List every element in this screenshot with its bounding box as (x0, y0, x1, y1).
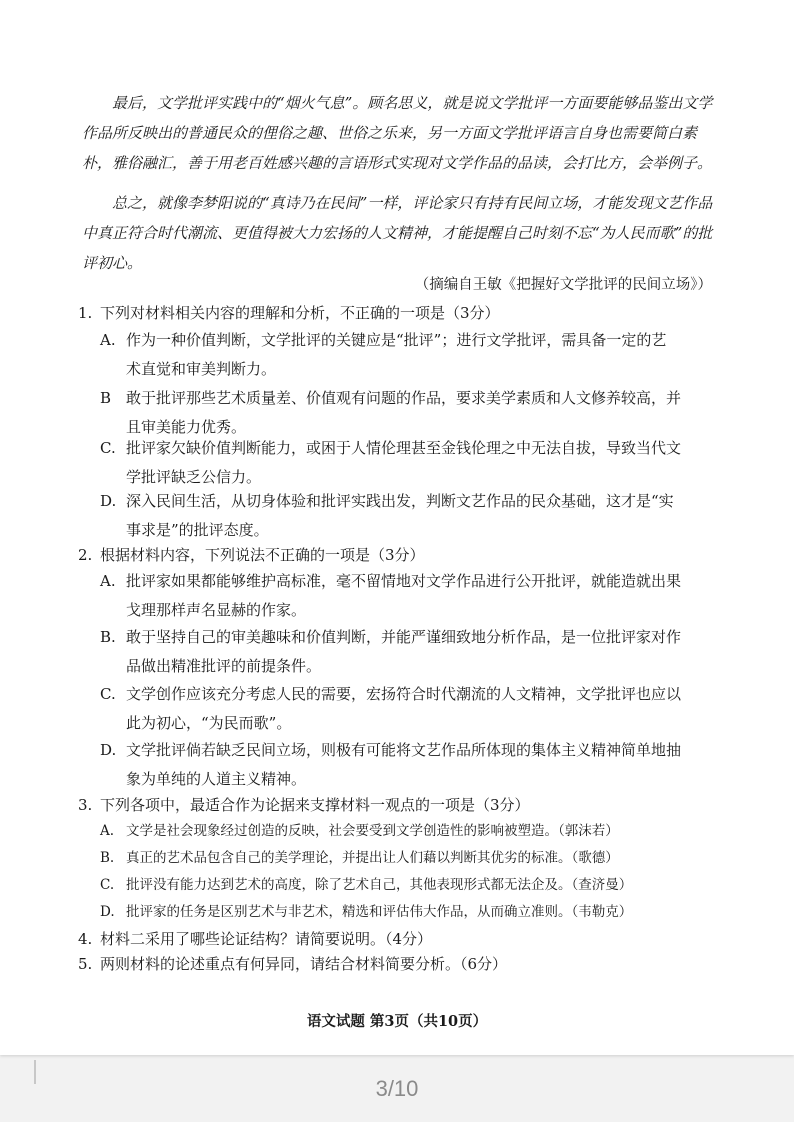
paragraph-2: 总之，就像李梦阳说的“真诗乃在民间”一样，评论家只有持有民间立场，才能发现文艺作品中真正符合时代潮流、更值得被大力宏扬的人文精神，才能提醒自己时刻不忘“为人民而歌”的批评初心。 (82, 194, 713, 272)
source-citation: （摘编自王敏《把握好文学批评的民间立场》） (414, 277, 712, 293)
q1-option-c: C. 批评家欠缺价值判断能力，或困于人情伦理甚至金钱伦理之中无法自拔，导致当代文 学批评缺乏公信力。 (100, 439, 682, 486)
question-1: 1. 下列对材料相关内容的理解和分析，不正确的一项是（3分） (78, 304, 500, 322)
paragraph-1: 最后，文学批评实践中的“烟火气息”。顾名思义，就是说文学批评一方面要能够品鉴出文学作品所反映出的普通民众的俚俗之趣、世俗之乐来，另一方面文学批评语言自身也需要简白素朴，雅俗融汇，善于用老百姓感兴趣的言语形式实现对文学作品的品读，会打比方，会举例子。 (82, 94, 713, 172)
q3-option-d: D. 批评家的任务是区别艺术与非艺术，精选和评估伟大作品，从而确立准则。（韦勒克） (100, 904, 633, 920)
page-indicator: 3/10 (375, 1076, 419, 1101)
q3-option-c: C. 批评没有能力达到艺术的高度，除了艺术自己，其他表现形式都无法企及。（查济曼） (100, 877, 633, 893)
q1-option-a: A. 作为一种价值判断，文学批评的关键应是“批评”；进行文学批评，需具备一定的艺 术直觉和审美判断力。 (100, 331, 667, 378)
q2-option-c: C. 文学创作应该充分考虑人民的需要，宏扬符合时代潮流的人文精神，文学批评也应以 此为初心，“为民而歌”。 (100, 685, 682, 732)
q1-option-b: B 敢于批评那些艺术质量差、价值观有问题的作品，要求美学素质和人文修养较高，并 且审美能力优秀。 (100, 389, 682, 436)
question-3: 3. 下列各项中，最适合作为论据来支撑材料一观点的一项是（3分） (78, 796, 530, 814)
question-5: 5. 两则材料的论述重点有何异同，请结合材料简要分析。（6分） (78, 955, 508, 973)
q2-option-d: D. 文学批评倘若缺乏民间立场，则极有可能将文艺作品所体现的集体主义精神简单地抽 象为单纯的人道主义精神。 (100, 741, 682, 788)
q3-option-a: A. 文学是社会现象经过创造的反映，社会要受到文学创造性的影响被塑造。（郭沫若） (100, 823, 619, 839)
question-2: 2. 根据材料内容，下列说法不正确的一项是（3分） (78, 546, 425, 564)
q3-option-b: B. 真正的艺术品包含自己的美学理论，并提出让人们藉以判断其优劣的标准。（歌德） (100, 850, 619, 866)
page-footer: 语文试题 第3页（共10页） (306, 1013, 488, 1030)
q1-option-d: D. 深入民间生活，从切身体验和批评实践出发，判断文艺作品的民众基础，这才是“实 事求是”的批评态度。 (100, 492, 674, 539)
q2-option-b: B. 敢于坚持自己的审美趣味和价值判断，并能严谨细致地分析作品，是一位批评家对作 品做出精准批评的前提条件。 (100, 628, 682, 675)
q2-option-a: A. 批评家如果都能够维护高标准，毫不留情地对文学作品进行公开批评，就能造就出果 戈理那样声名显赫的作家。 (100, 572, 682, 619)
question-4: 4. 材料二采用了哪些论证结构？请简要说明。（4分） (78, 930, 433, 948)
